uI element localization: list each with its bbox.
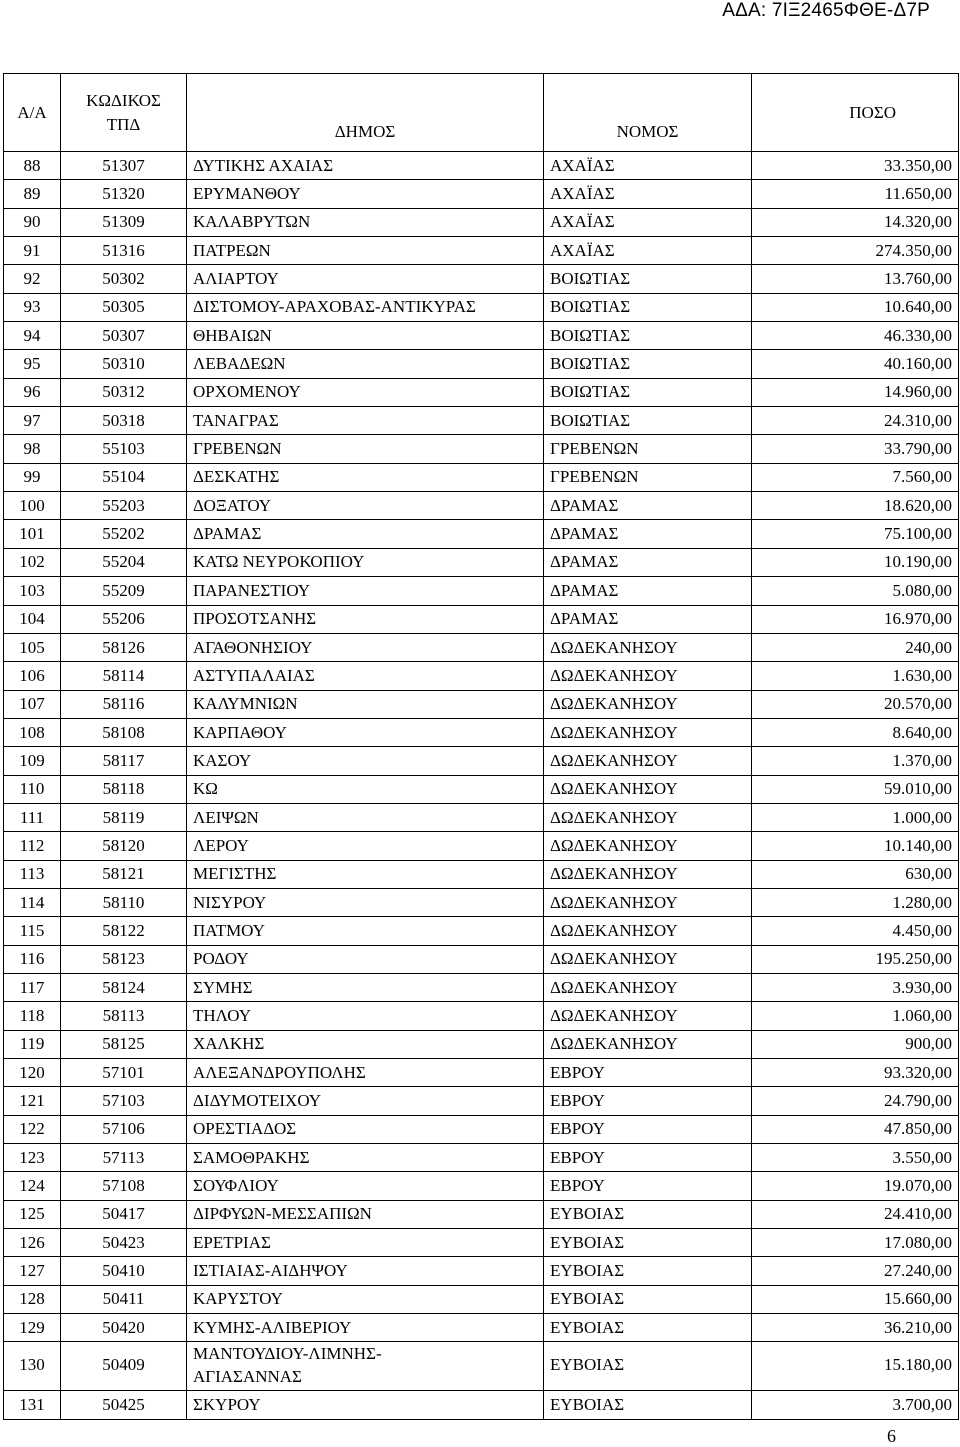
row-aa: 93	[4, 293, 61, 321]
row-poso: 20.570,00	[752, 690, 959, 718]
row-aa: 91	[4, 237, 61, 265]
table-row	[4, 888, 959, 916]
table-row	[4, 152, 959, 180]
row-code: 51316	[61, 237, 187, 265]
table-row	[4, 1314, 959, 1342]
row-aa: 104	[4, 605, 61, 633]
row-nomos: ΕΥΒΟΙΑΣ	[544, 1314, 752, 1342]
row-code: 58108	[61, 718, 187, 746]
row-poso: 93.320,00	[752, 1059, 959, 1087]
row-nomos: ΕΒΡΟΥ	[544, 1144, 752, 1172]
table-body	[4, 152, 959, 1420]
row-nomos: ΔΩΔΕΚΑΝΗΣΟΥ	[544, 860, 752, 888]
row-poso: 8.640,00	[752, 718, 959, 746]
table-row	[4, 1257, 959, 1285]
row-dimos: ΠΑΤΡΕΩΝ	[187, 237, 544, 265]
row-aa: 110	[4, 775, 61, 803]
row-poso: 19.070,00	[752, 1172, 959, 1200]
row-poso: 15.180,00	[752, 1342, 959, 1391]
row-poso: 11.650,00	[752, 180, 959, 208]
row-code: 55209	[61, 577, 187, 605]
row-aa: 124	[4, 1172, 61, 1200]
row-poso: 24.410,00	[752, 1200, 959, 1228]
row-dimos: ΑΣΤΥΠΑΛΑΙΑΣ	[187, 662, 544, 690]
table-row	[4, 633, 959, 661]
row-nomos: ΕΥΒΟΙΑΣ	[544, 1200, 752, 1228]
table-row	[4, 718, 959, 746]
row-code: 58122	[61, 917, 187, 945]
row-aa: 100	[4, 492, 61, 520]
row-code: 50305	[61, 293, 187, 321]
row-nomos: ΔΩΔΕΚΑΝΗΣΟΥ	[544, 917, 752, 945]
row-nomos: ΔΩΔΕΚΑΝΗΣΟΥ	[544, 1030, 752, 1058]
row-aa: 120	[4, 1059, 61, 1087]
row-dimos: ΤΗΛΟΥ	[187, 1002, 544, 1030]
row-code: 50420	[61, 1314, 187, 1342]
row-dimos: ΚΑΡΥΣΤΟΥ	[187, 1285, 544, 1313]
row-dimos: ΤΑΝΑΓΡΑΣ	[187, 407, 544, 435]
row-nomos: ΓΡΕΒΕΝΩΝ	[544, 463, 752, 491]
row-dimos: ΟΡΧΟΜΕΝΟΥ	[187, 378, 544, 406]
row-dimos: ΙΣΤΙΑΙΑΣ-ΑΙΔΗΨΟΥ	[187, 1257, 544, 1285]
table-row	[4, 775, 959, 803]
row-code: 57103	[61, 1087, 187, 1115]
table-row	[4, 208, 959, 236]
table-row	[4, 237, 959, 265]
row-nomos: ΕΒΡΟΥ	[544, 1059, 752, 1087]
row-aa: 107	[4, 690, 61, 718]
row-nomos: ΔΩΔΕΚΑΝΗΣΟΥ	[544, 888, 752, 916]
row-code: 50310	[61, 350, 187, 378]
row-aa: 90	[4, 208, 61, 236]
row-code: 55204	[61, 548, 187, 576]
row-aa: 125	[4, 1200, 61, 1228]
row-code: 58120	[61, 832, 187, 860]
table-row	[4, 322, 959, 350]
row-nomos: ΕΥΒΟΙΑΣ	[544, 1229, 752, 1257]
row-code: 55202	[61, 520, 187, 548]
row-poso: 4.450,00	[752, 917, 959, 945]
row-poso: 900,00	[752, 1030, 959, 1058]
row-code: 55104	[61, 463, 187, 491]
row-aa: 129	[4, 1314, 61, 1342]
row-poso: 1.630,00	[752, 662, 959, 690]
row-poso: 1.280,00	[752, 888, 959, 916]
row-nomos: ΕΥΒΟΙΑΣ	[544, 1391, 752, 1419]
row-aa: 123	[4, 1144, 61, 1172]
row-poso: 16.970,00	[752, 605, 959, 633]
row-dimos: ΚΑΤΩ ΝΕΥΡΟΚΟΠΙΟΥ	[187, 548, 544, 576]
row-code: 50411	[61, 1285, 187, 1313]
row-poso: 17.080,00	[752, 1229, 959, 1257]
row-poso: 630,00	[752, 860, 959, 888]
table-row	[4, 492, 959, 520]
table-row	[4, 265, 959, 293]
row-code: 57106	[61, 1115, 187, 1143]
row-poso: 3.930,00	[752, 973, 959, 1001]
row-nomos: ΔΩΔΕΚΑΝΗΣΟΥ	[544, 803, 752, 831]
row-dimos: ΜΕΓΙΣΤΗΣ	[187, 860, 544, 888]
row-dimos: ΕΡΕΤΡΙΑΣ	[187, 1229, 544, 1257]
row-poso: 240,00	[752, 633, 959, 661]
table-row	[4, 548, 959, 576]
row-code: 51320	[61, 180, 187, 208]
row-dimos: ΣΥΜΗΣ	[187, 973, 544, 1001]
row-code: 50410	[61, 1257, 187, 1285]
row-aa: 117	[4, 973, 61, 1001]
table-row	[4, 577, 959, 605]
table-row	[4, 832, 959, 860]
row-dimos: ΔΥΤΙΚΗΣ ΑΧΑΙΑΣ	[187, 152, 544, 180]
table-row	[4, 1391, 959, 1419]
row-dimos: ΛΕΙΨΩΝ	[187, 803, 544, 831]
page-number: 6	[887, 1426, 896, 1446]
row-aa: 113	[4, 860, 61, 888]
row-code: 51309	[61, 208, 187, 236]
row-poso: 10.190,00	[752, 548, 959, 576]
table-row	[4, 378, 959, 406]
row-poso: 5.080,00	[752, 577, 959, 605]
row-dimos: ΔΙΣΤΟΜΟΥ-ΑΡΑΧΟΒΑΣ-ΑΝΤΙΚΥΡΑΣ	[187, 293, 544, 321]
row-nomos: ΒΟΙΩΤΙΑΣ	[544, 293, 752, 321]
row-dimos: ΕΡΥΜΑΝΘΟΥ	[187, 180, 544, 208]
header-code-line2: ΤΠΔ	[106, 114, 141, 134]
row-dimos: ΣΑΜΟΘΡΑΚΗΣ	[187, 1144, 544, 1172]
table-row	[4, 463, 959, 491]
row-code: 55206	[61, 605, 187, 633]
row-nomos: ΔΡΑΜΑΣ	[544, 520, 752, 548]
row-aa: 126	[4, 1229, 61, 1257]
row-poso: 24.310,00	[752, 407, 959, 435]
row-aa: 118	[4, 1002, 61, 1030]
row-aa: 99	[4, 463, 61, 491]
row-aa: 116	[4, 945, 61, 973]
row-aa: 103	[4, 577, 61, 605]
row-nomos: ΒΟΙΩΤΙΑΣ	[544, 350, 752, 378]
table-row	[4, 1115, 959, 1143]
row-dimos	[187, 1342, 544, 1391]
row-code: 51307	[61, 152, 187, 180]
row-dimos: ΡΟΔΟΥ	[187, 945, 544, 973]
table-row	[4, 1002, 959, 1030]
row-nomos: ΕΒΡΟΥ	[544, 1115, 752, 1143]
row-dimos: ΚΑΣΟΥ	[187, 747, 544, 775]
row-aa: 119	[4, 1030, 61, 1058]
table-row	[4, 180, 959, 208]
row-nomos: ΑΧΑΪΑΣ	[544, 237, 752, 265]
row-code: 58123	[61, 945, 187, 973]
table-row	[4, 350, 959, 378]
row-poso: 7.560,00	[752, 463, 959, 491]
row-aa: 131	[4, 1391, 61, 1419]
row-dimos-line1: ΜΑΝΤΟΥΔΙΟΥ-ΛΙΜΝΗΣ-	[193, 1344, 382, 1364]
table-row	[4, 747, 959, 775]
row-nomos: ΑΧΑΪΑΣ	[544, 208, 752, 236]
row-dimos: ΔΙΡΦΥΩΝ-ΜΕΣΣΑΠΙΩΝ	[187, 1200, 544, 1228]
row-poso: 1.060,00	[752, 1002, 959, 1030]
row-nomos: ΕΒΡΟΥ	[544, 1087, 752, 1115]
table-row	[4, 1087, 959, 1115]
row-code: 58118	[61, 775, 187, 803]
row-poso: 1.370,00	[752, 747, 959, 775]
row-poso: 14.960,00	[752, 378, 959, 406]
row-nomos: ΔΡΑΜΑΣ	[544, 548, 752, 576]
row-code: 57113	[61, 1144, 187, 1172]
row-aa: 106	[4, 662, 61, 690]
row-aa: 121	[4, 1087, 61, 1115]
row-dimos: ΚΩ	[187, 775, 544, 803]
row-aa: 105	[4, 633, 61, 661]
row-aa: 115	[4, 917, 61, 945]
row-code: 50409	[61, 1342, 187, 1391]
row-aa: 94	[4, 322, 61, 350]
row-nomos: ΔΡΑΜΑΣ	[544, 492, 752, 520]
row-poso: 47.850,00	[752, 1115, 959, 1143]
row-poso: 59.010,00	[752, 775, 959, 803]
row-aa: 127	[4, 1257, 61, 1285]
header-code-line1: ΚΩΔΙΚΟΣ	[86, 90, 161, 110]
row-code: 58119	[61, 803, 187, 831]
row-dimos: ΔΟΞΑΤΟΥ	[187, 492, 544, 520]
row-dimos-line2: ΑΓΙΑΣΑΝΝΑΣ	[193, 1367, 302, 1387]
row-code: 55203	[61, 492, 187, 520]
row-aa: 130	[4, 1342, 61, 1391]
row-aa: 111	[4, 803, 61, 831]
row-aa: 109	[4, 747, 61, 775]
row-dimos: ΛΕΒΑΔΕΩΝ	[187, 350, 544, 378]
row-dimos: ΠΑΡΑΝΕΣΤΙΟΥ	[187, 577, 544, 605]
row-dimos: ΠΑΤΜΟΥ	[187, 917, 544, 945]
row-poso: 40.160,00	[752, 350, 959, 378]
row-code: 55103	[61, 435, 187, 463]
row-dimos: ΔΙΔΥΜΟΤΕΙΧΟΥ	[187, 1087, 544, 1115]
header-poso: ΠΟΣΟ	[752, 74, 959, 152]
row-dimos: ΛΕΡΟΥ	[187, 832, 544, 860]
row-aa: 89	[4, 180, 61, 208]
row-dimos: ΟΡΕΣΤΙΑΔΟΣ	[187, 1115, 544, 1143]
row-aa: 102	[4, 548, 61, 576]
document-ada-code: ΑΔΑ: 7ΙΞ2465ΦΘΕ-Δ7Ρ	[722, 0, 930, 21]
row-code: 58113	[61, 1002, 187, 1030]
row-dimos: ΘΗΒΑΙΩΝ	[187, 322, 544, 350]
row-dimos: ΑΓΑΘΟΝΗΣΙΟΥ	[187, 633, 544, 661]
row-code: 50417	[61, 1200, 187, 1228]
row-poso: 195.250,00	[752, 945, 959, 973]
row-poso: 1.000,00	[752, 803, 959, 831]
row-nomos: ΔΩΔΕΚΑΝΗΣΟΥ	[544, 945, 752, 973]
row-dimos: ΚΑΛΥΜΝΙΩΝ	[187, 690, 544, 718]
row-poso: 33.790,00	[752, 435, 959, 463]
row-poso: 46.330,00	[752, 322, 959, 350]
row-nomos: ΔΡΑΜΑΣ	[544, 605, 752, 633]
row-aa: 97	[4, 407, 61, 435]
row-nomos: ΔΡΑΜΑΣ	[544, 577, 752, 605]
row-code: 50423	[61, 1229, 187, 1257]
row-code: 58110	[61, 888, 187, 916]
row-dimos: ΚΥΜΗΣ-ΑΛΙΒΕΡΙΟΥ	[187, 1314, 544, 1342]
row-code: 57108	[61, 1172, 187, 1200]
row-dimos: ΠΡΟΣΟΤΣΑΝΗΣ	[187, 605, 544, 633]
row-dimos: ΝΙΣΥΡΟΥ	[187, 888, 544, 916]
row-poso: 3.700,00	[752, 1391, 959, 1419]
table-row	[4, 1342, 959, 1391]
header-aa: Α/Α	[4, 74, 61, 152]
row-nomos: ΒΟΙΩΤΙΑΣ	[544, 265, 752, 293]
row-nomos: ΔΩΔΕΚΑΝΗΣΟΥ	[544, 775, 752, 803]
header-nomos: ΝΟΜΟΣ	[544, 74, 752, 152]
table-row	[4, 407, 959, 435]
row-nomos: ΒΟΙΩΤΙΑΣ	[544, 322, 752, 350]
row-poso: 18.620,00	[752, 492, 959, 520]
row-aa: 92	[4, 265, 61, 293]
table-row	[4, 1229, 959, 1257]
table-row	[4, 1285, 959, 1313]
row-poso: 36.210,00	[752, 1314, 959, 1342]
row-nomos: ΒΟΙΩΤΙΑΣ	[544, 378, 752, 406]
row-aa: 114	[4, 888, 61, 916]
row-code: 58124	[61, 973, 187, 1001]
table-row	[4, 293, 959, 321]
row-poso: 24.790,00	[752, 1087, 959, 1115]
row-code: 50318	[61, 407, 187, 435]
row-nomos: ΔΩΔΕΚΑΝΗΣΟΥ	[544, 747, 752, 775]
row-aa: 96	[4, 378, 61, 406]
row-nomos: ΕΥΒΟΙΑΣ	[544, 1342, 752, 1391]
row-code: 58125	[61, 1030, 187, 1058]
row-aa: 108	[4, 718, 61, 746]
row-aa: 98	[4, 435, 61, 463]
row-poso: 10.140,00	[752, 832, 959, 860]
table-row	[4, 803, 959, 831]
table-row	[4, 1030, 959, 1058]
row-code: 50302	[61, 265, 187, 293]
row-nomos: ΔΩΔΕΚΑΝΗΣΟΥ	[544, 718, 752, 746]
row-dimos: ΣΚΥΡΟΥ	[187, 1391, 544, 1419]
table-row	[4, 1172, 959, 1200]
header-code	[61, 74, 187, 152]
allocation-table	[3, 73, 959, 1420]
row-poso: 15.660,00	[752, 1285, 959, 1313]
row-poso: 33.350,00	[752, 152, 959, 180]
row-dimos: ΚΑΛΑΒΡΥΤΩΝ	[187, 208, 544, 236]
row-poso: 3.550,00	[752, 1144, 959, 1172]
row-aa: 122	[4, 1115, 61, 1143]
row-code: 58117	[61, 747, 187, 775]
row-dimos: ΑΛΙΑΡΤΟΥ	[187, 265, 544, 293]
row-code: 50312	[61, 378, 187, 406]
row-dimos: ΑΛΕΞΑΝΔΡΟΥΠΟΛΗΣ	[187, 1059, 544, 1087]
row-poso: 75.100,00	[752, 520, 959, 548]
row-code: 50425	[61, 1391, 187, 1419]
row-code: 50307	[61, 322, 187, 350]
row-aa: 88	[4, 152, 61, 180]
row-code: 58121	[61, 860, 187, 888]
row-aa: 128	[4, 1285, 61, 1313]
row-nomos: ΔΩΔΕΚΑΝΗΣΟΥ	[544, 973, 752, 1001]
table-row	[4, 690, 959, 718]
row-aa: 112	[4, 832, 61, 860]
table-row	[4, 973, 959, 1001]
row-aa: 95	[4, 350, 61, 378]
table-row	[4, 1059, 959, 1087]
row-poso: 10.640,00	[752, 293, 959, 321]
row-dimos: ΚΑΡΠΑΘΟΥ	[187, 718, 544, 746]
row-dimos: ΓΡΕΒΕΝΩΝ	[187, 435, 544, 463]
row-code: 58116	[61, 690, 187, 718]
table-row	[4, 662, 959, 690]
row-dimos: ΧΑΛΚΗΣ	[187, 1030, 544, 1058]
table-row	[4, 605, 959, 633]
row-aa: 101	[4, 520, 61, 548]
table-row	[4, 1200, 959, 1228]
table-row	[4, 860, 959, 888]
row-nomos: ΔΩΔΕΚΑΝΗΣΟΥ	[544, 662, 752, 690]
row-nomos: ΔΩΔΕΚΑΝΗΣΟΥ	[544, 1002, 752, 1030]
row-dimos: ΣΟΥΦΛΙΟΥ	[187, 1172, 544, 1200]
table-row	[4, 945, 959, 973]
row-poso: 13.760,00	[752, 265, 959, 293]
row-poso: 14.320,00	[752, 208, 959, 236]
row-code: 58114	[61, 662, 187, 690]
row-nomos: ΒΟΙΩΤΙΑΣ	[544, 407, 752, 435]
row-nomos: ΕΒΡΟΥ	[544, 1172, 752, 1200]
header-dimos: ΔΗΜΟΣ	[187, 74, 544, 152]
row-poso: 27.240,00	[752, 1257, 959, 1285]
row-dimos: ΔΡΑΜΑΣ	[187, 520, 544, 548]
table-row	[4, 917, 959, 945]
row-poso: 274.350,00	[752, 237, 959, 265]
row-code: 57101	[61, 1059, 187, 1087]
table-header-row	[4, 74, 959, 152]
row-nomos: ΔΩΔΕΚΑΝΗΣΟΥ	[544, 633, 752, 661]
row-nomos: ΑΧΑΪΑΣ	[544, 152, 752, 180]
table-row	[4, 435, 959, 463]
row-nomos: ΓΡΕΒΕΝΩΝ	[544, 435, 752, 463]
row-code: 58126	[61, 633, 187, 661]
table-row	[4, 520, 959, 548]
row-nomos: ΕΥΒΟΙΑΣ	[544, 1285, 752, 1313]
row-nomos: ΔΩΔΕΚΑΝΗΣΟΥ	[544, 832, 752, 860]
row-nomos: ΕΥΒΟΙΑΣ	[544, 1257, 752, 1285]
row-nomos: ΔΩΔΕΚΑΝΗΣΟΥ	[544, 690, 752, 718]
row-dimos: ΔΕΣΚΑΤΗΣ	[187, 463, 544, 491]
table-row	[4, 1144, 959, 1172]
row-nomos: ΑΧΑΪΑΣ	[544, 180, 752, 208]
